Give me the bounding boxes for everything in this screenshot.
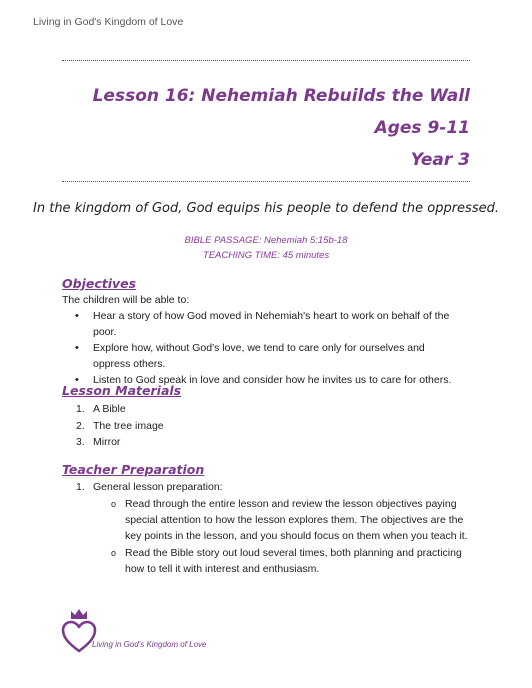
list-text: General lesson preparation:: [93, 481, 223, 493]
top-divider: [62, 60, 470, 61]
list-text: Mirror: [93, 436, 121, 448]
year-label: Year 3: [410, 150, 470, 170]
list-text: The tree image: [93, 419, 164, 432]
materials-list: [62, 401, 164, 451]
passage-info: [0, 233, 532, 263]
list-item: • Listen to God speak in love and consider how he invites us to care for others.: [62, 373, 462, 389]
teaching-time: TEACHING TIME: 45 minutes: [202, 250, 330, 261]
list-item: [62, 418, 164, 435]
bible-passage: BIBLE PASSAGE: Nehemiah 5:15b-18: [184, 235, 348, 246]
list-item: • Hear a story of how God moved in Nehemiah's heart to work on behalf of the poor.: [62, 309, 462, 340]
lesson-title: Lesson 16: Nehemiah Rebuilds the Wall: [92, 86, 470, 106]
age-range: Ages 9-11: [374, 118, 470, 138]
list-item: o Read the Bible story out loud several times, both planning and practicing how to tell it with interest and enthusiasm.: [62, 545, 472, 577]
title-block: [93, 86, 470, 170]
materials-heading: Lesson Materials: [62, 383, 182, 398]
title-divider: [62, 181, 470, 182]
list-number: 1.: [76, 403, 85, 415]
list-number: 1.: [76, 481, 85, 493]
objectives-intro: The children will be able to:: [62, 294, 190, 306]
list-number: 3.: [76, 436, 85, 448]
footer-text: Living in God's Kingdom of Love: [92, 640, 207, 649]
running-header: Living in God's Kingdom of Love: [33, 16, 184, 28]
objectives-heading: Objectives: [62, 276, 137, 291]
list-text: A Bible: [93, 403, 126, 415]
list-item: [62, 434, 164, 451]
preparation-sublist: [62, 496, 472, 578]
objectives-list: [62, 309, 462, 390]
preparation-heading: Teacher Preparation: [62, 462, 205, 477]
list-item: • Explore how, without God's love, we tend to care only for ourselves and oppress others.: [62, 341, 462, 372]
list-number: 2.: [76, 419, 85, 432]
list-item: [62, 401, 164, 418]
lesson-theme: In the kingdom of God, God equips his people to defend the oppressed.: [33, 201, 499, 216]
list-item: o Read through the entire lesson and review the lesson objectives paying special attention to how the lesson explores them. The objectives are the key points in the lesson, and you should focus on them when you teach it.: [62, 496, 472, 544]
preparation-list: [62, 479, 223, 496]
list-item: [62, 479, 223, 496]
